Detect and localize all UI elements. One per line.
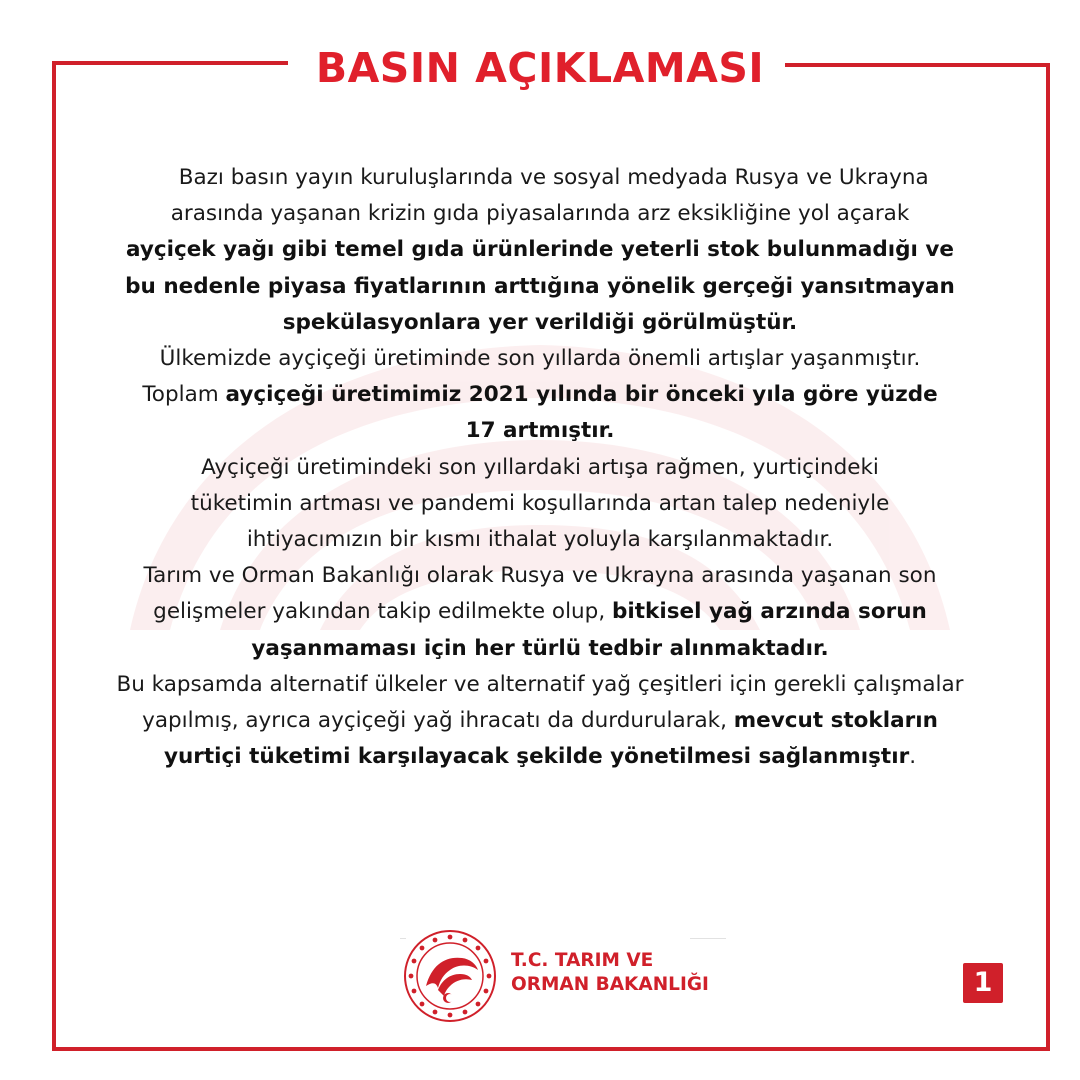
ministry-name [511,949,709,997]
ministry-name-line2: ORMAN BAKANLIĞI [511,974,709,995]
paragraph-4-emphasis: bitkisel yağ arzında sorun yaşanmaması için her türlü tedbir alınmaktadır. [251,599,927,661]
paragraph-5-emphasis: mevcut stokların yurtiçi tüketimi karşılayacak şekilde yönetilmesi sağlanmıştır [163,708,938,770]
paragraph-3: Ayçiçeği üretimindeki son yıllardaki artışa rağmen, yurtiçindeki tüketimin artması ve pandemi koşullarında artan talep nedeniyle ihtiyacımızın bir kısmı ithalat yoluyla karşılanmaktadır. [190,454,890,553]
paragraph-1-emphasis: ayçiçek yağı gibi temel gıda ürünlerinde yeterli stok bulunmadığı ve bu nedenle piyasa fiyatlarının arttığına yönelik gerçeği yansıtmayan spekülasyonlara yer verildiği görülmüştür. [125,237,955,335]
paragraph-2 [100,341,980,450]
paragraph-1 [100,160,980,341]
frame-left [52,61,56,1051]
paragraph-1-text: Bazı basın yayın kuruluşlarında ve sosyal medyada Rusya ve Ukrayna arasında yaşanan krizin gıda piyasalarında arz eksikliğine yol açarak [170,165,929,227]
paragraph-4 [100,558,980,667]
paragraph-2-text: Ülkemizde ayçiçeği üretiminde son yıllarda önemli artışlar yaşanmıştır. [159,346,921,372]
frame-bottom [52,1047,1050,1051]
page-title: BASIN AÇIKLAMASI [315,44,765,92]
ministry-emblem-icon [402,928,498,1024]
paragraph-2-emphasis: ayçiçeği üretimimiz 2021 yılında bir önceki yıla göre yüzde 17 artmıştır. [225,382,938,444]
paragraph-2-lead: Toplam [142,382,219,408]
page-number-badge: 1 [963,963,1003,1003]
ministry-name-line1: T.C. TARIM VE [511,950,654,971]
paragraph-4-text: Tarım ve Orman Bakanlığı olarak Rusya ve Ukrayna arasında yaşanan son gelişmeler yakından takip edilmekte olup, [143,563,937,625]
footer-hairline-right [690,938,726,939]
paragraph-5-end: . [909,744,917,770]
paragraph-5 [100,667,980,776]
paragraph-5-text: Bu kapsamda alternatif ülkeler ve alternatif yağ çeşitleri için gerekli çalışmalar yapılmış, ayrıca ayçiçeği yağ ihracatı da durdurularak, [116,671,964,734]
frame-right [1046,63,1050,1051]
press-release-body [100,160,980,775]
